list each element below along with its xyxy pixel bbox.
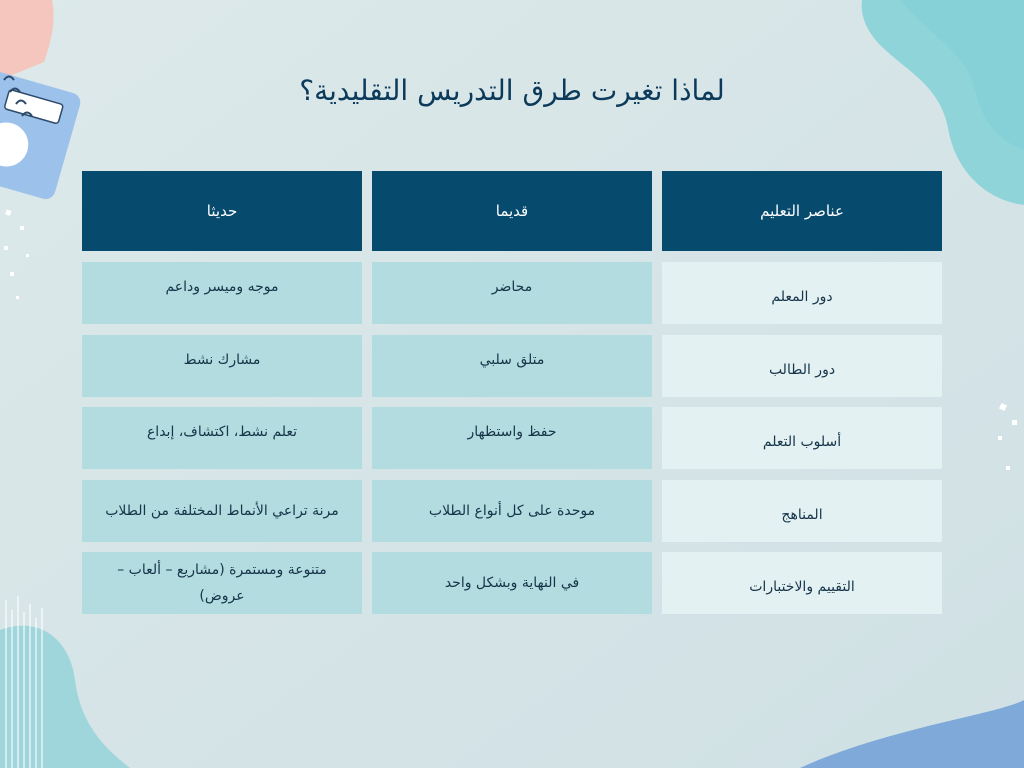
header-new: حديثا	[82, 171, 362, 251]
bottom-left-stripes	[6, 596, 42, 768]
header-elements: عناصر التعليم	[662, 171, 942, 251]
row-element: أسلوب التعلم	[662, 407, 942, 469]
row-element: المناهج	[662, 480, 942, 542]
row-new: موجه وميسر وداعم	[82, 262, 362, 324]
row-new: مشارك نشط	[82, 335, 362, 397]
row-old: في النهاية وبشكل واحد	[372, 552, 652, 614]
row-old: محاضر	[372, 262, 652, 324]
row-new: متنوعة ومستمرة (مشاريع – ألعاب – عروض)	[82, 552, 362, 614]
row-element: دور المعلم	[662, 262, 942, 324]
row-element: دور الطالب	[662, 335, 942, 397]
row-new: مرنة تراعي الأنماط المختلفة من الطلاب	[82, 480, 362, 542]
row-new: تعلم نشط، اكتشاف، إبداع	[82, 407, 362, 469]
row-old: حفظ واستظهار	[372, 407, 652, 469]
page-title: لماذا تغيرت طرق التدريس التقليدية؟	[299, 74, 725, 107]
row-old: موحدة على كل أنواع الطلاب	[372, 480, 652, 542]
header-old: قديما	[372, 171, 652, 251]
row-element: التقييم والاختبارات	[662, 552, 942, 614]
row-old: متلق سلبي	[372, 335, 652, 397]
